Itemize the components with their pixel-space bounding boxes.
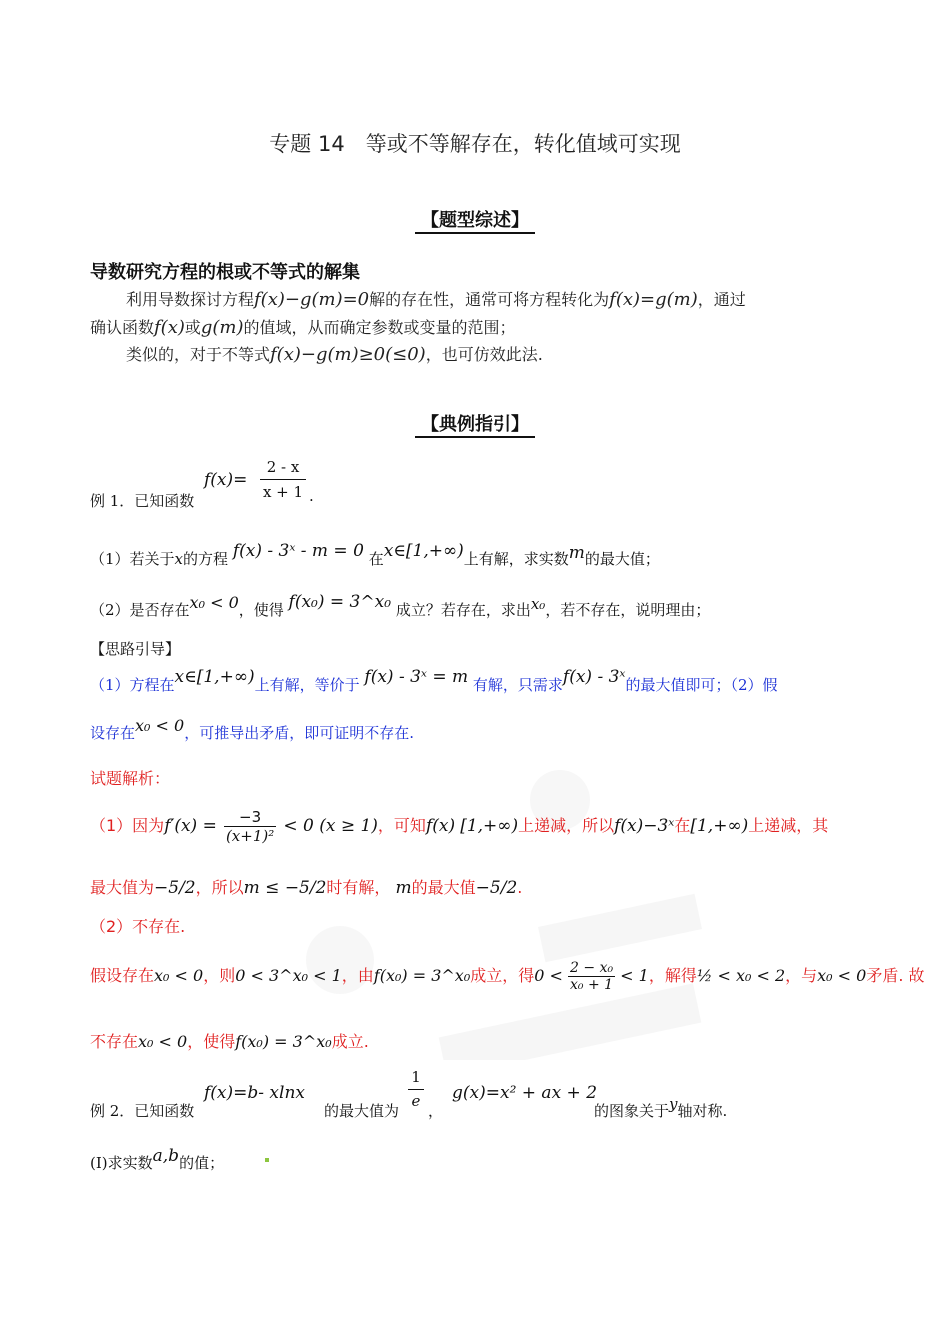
ex1-denominator: x + 1 [262,483,304,501]
intro-line-3: 类似的，对于不等式f(x)−g(m)≥0(≤0)，也可仿效此法. [126,344,543,365]
ex1-lead: 例 1．已知函数 [90,492,195,510]
ex2-fraction-bar [408,1089,424,1090]
ex1-fraction-bar [260,479,306,480]
section-examples: 【典例指引】 [0,410,950,436]
ex1-fx: f(x)= [204,470,248,490]
marker-dot [265,1158,269,1162]
hint-label: 【思路引导】 [90,640,181,658]
ex2-q1: (Ⅰ)求实数a,b的值； [90,1146,225,1172]
doc-title: 专题 14 等或不等解存在，转化值域可实现 [269,132,681,156]
solution-line-5: 不存在x₀ < 0，使得f(x₀) = 3^x₀成立. [90,1032,369,1051]
ex2-b: ， [428,1102,444,1120]
watermark [0,760,950,1060]
solution-line-2: 最大值为−5/2，所以m ≤ −5/2时有解， m的最大值−5/2. [90,878,523,898]
section-overview: 【题型综述】 [0,206,950,232]
solution-line-4: 假设存在x₀ < 0，则0 < 3^x₀ < 1，由f(x₀) = 3^x₀成立，得0 < $\frac{\text{2 − x₀}}{\text{x₀ + 1}}$ < 1，解得½ < x₀ < 2，与x₀ < 0矛盾. 故 [90,960,925,993]
ex1-numerator: 2 - x [266,458,300,476]
solution-line-1: （1）因为f′(x) = $\frac{-3}{\text{(x+1)²}}$ < 0 (x ≥ 1)，可知f(x) [1,+∞)上递减，所以f(x)−3ˣ在[1,+∞)上递减，其 [90,808,829,845]
subheading: 导数研究方程的根或不等式的解集 [90,262,360,283]
ex2-frac-num: 1 [411,1068,421,1086]
ex1-q2: （2）是否存在x₀ < 0，使得 f(x₀) = 3^x₀ 成立？若存在，求出x₀，若不存在，说明理由； [90,592,711,619]
ex2-frac-den: e [411,1092,421,1110]
intro-line-1: 利用导数探讨方程f(x)−g(m)=0解的存在性，通常可将方程转化为f(x)=g(m)，通过 [126,289,746,310]
solution-line-3: （2）不存在. [90,917,186,936]
hint-line-1: （1）方程在x∈[1,+∞)上有解，等价于 f(x) - 3ˣ = m 有解，只需求f(x) - 3ˣ的最大值即可；（2）假 [90,667,778,694]
ex2-lead: 例 2．已知函数 [90,1102,195,1120]
ex1-end: . [309,487,314,505]
ex2-g: g(x)=x² + ax + 2 [452,1083,598,1103]
hint-line-2: 设存在x₀ < 0，可推导出矛盾，即可证明不存在. [90,716,414,742]
ex2-a: 的最大值为 [324,1102,400,1120]
ex2-c: 的图象关于y轴对称. [594,1095,728,1120]
solution-label: 试题解析： [90,769,171,788]
intro-line-2: 确认函数f(x)或g(m)的值域，从而确定参数或变量的范围； [90,317,516,338]
ex2-f: f(x)=b- xlnx [204,1083,305,1103]
ex1-q1: （1）若关于x的方程 f(x) - 3ˣ - m = 0 在x∈[1,+∞)上有解，求实数m的最大值； [90,541,660,568]
